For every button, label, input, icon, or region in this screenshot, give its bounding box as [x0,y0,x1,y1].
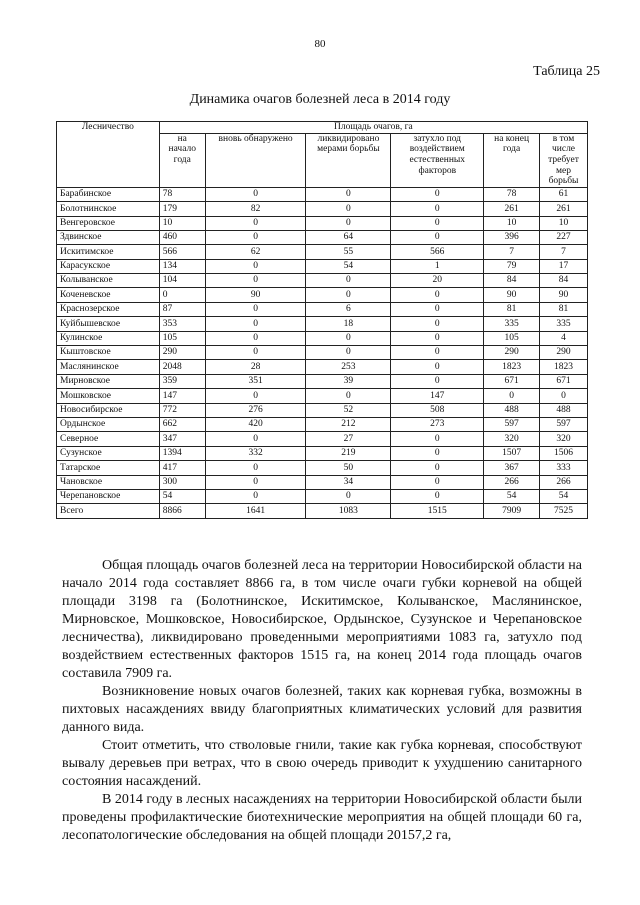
table-cell: 351 [205,374,306,388]
table-cell: 54 [540,489,588,503]
table-cell: 508 [391,403,484,417]
table-cell: 6 [306,302,391,316]
table-cell: 0 [306,187,391,201]
table-row [57,230,588,244]
table-cell: 1515 [391,504,484,518]
table-body [57,187,588,518]
table-cell: 290 [484,346,540,360]
table-cell: 671 [540,374,588,388]
table-cell: 54 [306,259,391,273]
table-cell: 566 [391,245,484,259]
table-cell: 0 [306,202,391,216]
table-cell: 90 [540,288,588,302]
table-cell: 20 [391,274,484,288]
table-cell: 0 [391,374,484,388]
paragraph: Возникновение новых очагов болезней, таких как корневая губка, возможны в пихтовых насаждениях ввиду благоприятных климатических условий для развития данного вида. [62,684,582,735]
header-col-requires: в том числе требует мер борьбы [540,133,588,187]
table-cell: 0 [540,389,588,403]
table-cell: 0 [391,216,484,230]
table-cell: 367 [484,461,540,475]
table-cell: 0 [306,346,391,360]
table-cell: 261 [484,202,540,216]
table-cell: 0 [306,216,391,230]
table-cell: 0 [205,302,306,316]
forestry-name: Черепановское [57,489,160,503]
table-cell: 333 [540,461,588,475]
table-cell: 18 [306,317,391,331]
table-cell: 597 [540,418,588,432]
table-cell: 79 [484,259,540,273]
table-cell: 105 [484,331,540,345]
table-cell: 62 [205,245,306,259]
header-col-start: на начало года [159,133,205,187]
table-cell: 253 [306,360,391,374]
table-cell: 212 [306,418,391,432]
table-cell: 81 [484,302,540,316]
table-cell: 1 [391,259,484,273]
table-cell: 78 [159,187,205,201]
forestry-name: Северное [57,432,160,446]
forestry-name: Венгеровское [57,216,160,230]
table-cell: 488 [540,403,588,417]
table-cell: 0 [205,230,306,244]
table-cell: 7525 [540,504,588,518]
table-cell: 54 [484,489,540,503]
header-col-new: вновь обнаружено [205,133,306,187]
forestry-name: Мошковское [57,389,160,403]
table-cell: 1823 [540,360,588,374]
table-cell: 7 [484,245,540,259]
header-col-natural: затухло под воздействием естественных факторов [391,133,484,187]
table-cell: 147 [391,389,484,403]
table-cell: 54 [159,489,205,503]
forestry-name: Ордынское [57,418,160,432]
table-cell: 7 [540,245,588,259]
table-cell: 0 [205,389,306,403]
table-cell: 566 [159,245,205,259]
table-cell: 0 [205,216,306,230]
table-cell: 0 [391,489,484,503]
table-label: Таблица 25 [533,64,600,79]
table-cell: 662 [159,418,205,432]
table-cell: 90 [205,288,306,302]
table-cell: 227 [540,230,588,244]
body-text [62,557,582,845]
table-cell: 300 [159,475,205,489]
table-cell: 320 [540,432,588,446]
forestry-name: Колыванское [57,274,160,288]
table-cell: 0 [159,288,205,302]
forestry-name: Новосибирское [57,403,160,417]
forestry-name: Куйбышевское [57,317,160,331]
table-cell: 82 [205,202,306,216]
table-row [57,216,588,230]
table-row [57,374,588,388]
table-cell: 0 [391,446,484,460]
table-row [57,274,588,288]
table-cell: 78 [484,187,540,201]
table-cell: 0 [391,475,484,489]
table-row [57,389,588,403]
forestry-name: Мирновское [57,374,160,388]
table-cell: 50 [306,461,391,475]
forestry-name: Болотнинское [57,202,160,216]
forestry-name: Татарское [57,461,160,475]
table-cell: 0 [391,317,484,331]
table-cell: 772 [159,403,205,417]
table-cell: 55 [306,245,391,259]
table-cell: 347 [159,432,205,446]
table-cell: 10 [540,216,588,230]
table-cell: 0 [205,274,306,288]
table-row [57,446,588,460]
header-area: Площадь очагов, га [159,122,587,134]
forestry-name: Карасукское [57,259,160,273]
table-cell: 266 [540,475,588,489]
table-cell: 39 [306,374,391,388]
table-cell: 0 [391,187,484,201]
table-cell: 335 [484,317,540,331]
table-cell: 0 [205,346,306,360]
table-cell: 0 [205,461,306,475]
table-cell: 147 [159,389,205,403]
table-cell: 671 [484,374,540,388]
table-cell: 1641 [205,504,306,518]
table-cell: 81 [540,302,588,316]
paragraph: Общая площадь очагов болезней леса на территории Новосибирской области на начало 2014 года составляет 8866 га, в том числе очаги губки корневой на общей площади 3198 га (Болотнинское, Искитимское, Колыванское, Маслянинское, Мирновское, Мошковское, Новосибирское, Ордынское, Сузунское и Черепановское лесничества), ликвидировано проведенными мероприятиями 1083 га, затухло под воздействием естественных факторов 1515 га, на конец 2014 года площадь очагов составила 7909 га. [62,558,582,681]
table-cell: 0 [391,461,484,475]
header-col-end: на конец года [484,133,540,187]
table-cell: 0 [391,288,484,302]
table-cell: 276 [205,403,306,417]
forestry-name: Барабинское [57,187,160,201]
table-row [57,418,588,432]
forestry-name: Маслянинское [57,360,160,374]
table-cell: 261 [540,202,588,216]
forestry-name: Сузунское [57,446,160,460]
table-cell: 0 [205,331,306,345]
forestry-name: Кыштовское [57,346,160,360]
table-cell: 335 [540,317,588,331]
table-cell: 10 [159,216,205,230]
table-cell: 273 [391,418,484,432]
table-cell: 1506 [540,446,588,460]
table-cell: 0 [391,346,484,360]
table-cell: 17 [540,259,588,273]
table-row [57,461,588,475]
table-cell: 0 [391,202,484,216]
table-cell: 290 [159,346,205,360]
table-cell: 396 [484,230,540,244]
table-cell: 0 [306,288,391,302]
table-cell: 134 [159,259,205,273]
table-row [57,360,588,374]
table-cell: 0 [391,230,484,244]
table-cell: 0 [484,389,540,403]
table-cell: 84 [484,274,540,288]
table-cell: 0 [391,432,484,446]
table-cell: 0 [205,187,306,201]
forestry-name: Всего [57,504,160,518]
table-cell: 90 [484,288,540,302]
table-cell: 179 [159,202,205,216]
table-cell: 1507 [484,446,540,460]
table-cell: 290 [540,346,588,360]
table-cell: 0 [205,259,306,273]
table-cell: 0 [391,331,484,345]
table-cell: 1083 [306,504,391,518]
table-cell: 488 [484,403,540,417]
table-cell: 0 [391,360,484,374]
table-cell: 61 [540,187,588,201]
table-cell: 332 [205,446,306,460]
table-cell: 320 [484,432,540,446]
table-cell: 0 [205,475,306,489]
table-row [57,317,588,331]
header-forestry: Лесничество [57,122,160,188]
table-cell: 0 [306,274,391,288]
table-cell: 27 [306,432,391,446]
header-col-liquidated: ликвидировано мерами борьбы [306,133,391,187]
table-cell: 1823 [484,360,540,374]
table-row [57,288,588,302]
forestry-name: Искитимское [57,245,160,259]
table-cell: 0 [306,489,391,503]
table-row [57,475,588,489]
table-cell: 1394 [159,446,205,460]
table-cell: 34 [306,475,391,489]
table-cell: 0 [205,432,306,446]
paragraph: В 2014 году в лесных насаждениях на территории Новосибирской области были проведены профилактические биотехнические мероприятия на общей площади 60 га, лесопатологические обследования на общей площади 20157,2 га, [62,792,582,843]
table-cell: 359 [159,374,205,388]
table-cell: 0 [306,331,391,345]
table-cell: 0 [205,489,306,503]
table-cell: 8866 [159,504,205,518]
table-cell: 2048 [159,360,205,374]
table-cell: 266 [484,475,540,489]
table-row [57,259,588,273]
table-cell: 64 [306,230,391,244]
table-cell: 460 [159,230,205,244]
paragraph: Стоит отметить, что стволовые гнили, такие как губка корневая, способствуют вывалу деревьев при ветрах, что в свою очередь приводит к ухудшению санитарного состояния насаждений. [62,738,582,789]
table-cell: 7909 [484,504,540,518]
table-row [57,245,588,259]
table-cell: 353 [159,317,205,331]
table-row [57,202,588,216]
table-cell: 420 [205,418,306,432]
table-cell: 28 [205,360,306,374]
table-row [57,432,588,446]
forestry-name: Кулинское [57,331,160,345]
forestry-name: Чановское [57,475,160,489]
table-cell: 104 [159,274,205,288]
table-row [57,489,588,503]
page-number: 80 [314,38,326,50]
table-title: Динамика очагов болезней леса в 2014 году [189,92,451,107]
disease-foci-table [56,121,588,519]
table-cell: 84 [540,274,588,288]
table-cell: 105 [159,331,205,345]
forestry-name: Здвинское [57,230,160,244]
table-row [57,331,588,345]
table-cell: 219 [306,446,391,460]
table-cell: 52 [306,403,391,417]
forestry-name: Коченевское [57,288,160,302]
table-cell: 4 [540,331,588,345]
table-row [57,302,588,316]
table-cell: 0 [391,302,484,316]
table-cell: 417 [159,461,205,475]
table-cell: 0 [205,317,306,331]
forestry-name: Краснозерское [57,302,160,316]
table-cell: 0 [306,389,391,403]
table-row [57,187,588,201]
table-row [57,403,588,417]
table-row [57,346,588,360]
table-cell: 10 [484,216,540,230]
table-cell: 87 [159,302,205,316]
table-total-row [57,504,588,518]
table-cell: 597 [484,418,540,432]
